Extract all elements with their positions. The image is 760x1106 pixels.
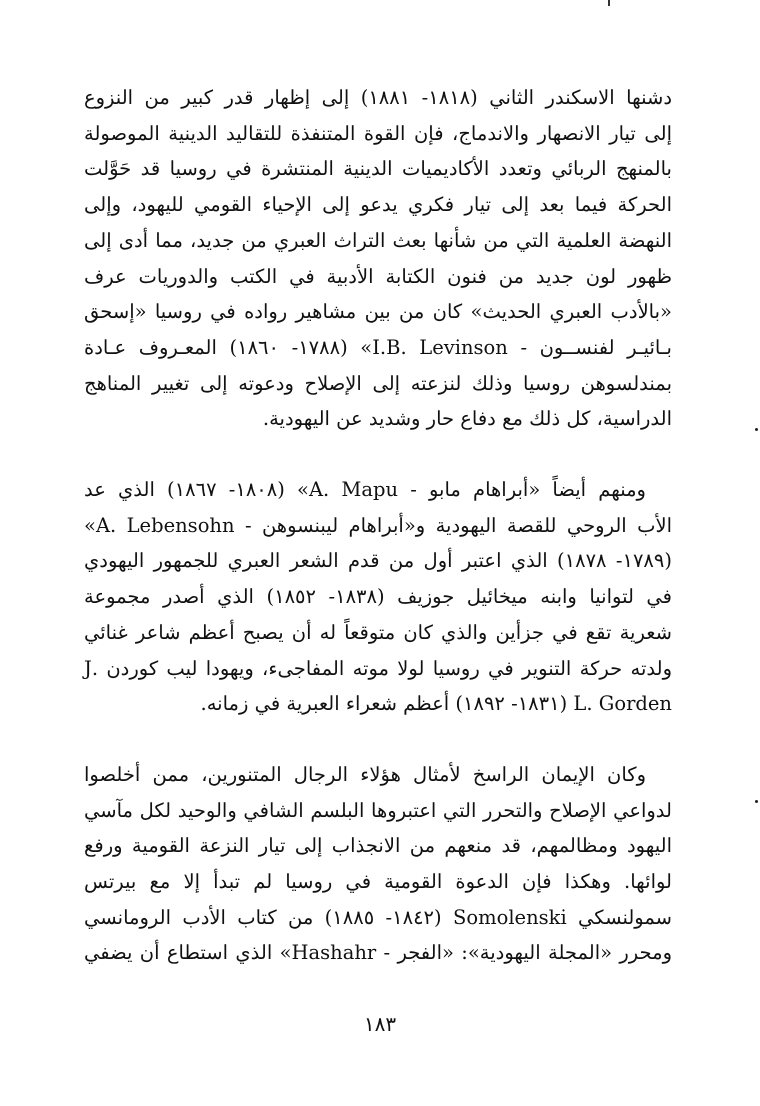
page-body — [84, 80, 672, 971]
text-line: لوائها. وهكذا فإن الدعوة القومية في روسيا لم تبدأ إلا مع بيرتس — [84, 870, 672, 894]
text-line: إلى تيار الانصهار والاندماج، فإن القوة المتنفذة للتقاليد الدينية الموصولة — [84, 121, 672, 145]
text-line: في لتوانيا وابنه ميخائيل جوزيف (١٨٣٨- ١٨٥٢) الذي أصدر مجموعة — [84, 585, 672, 609]
text-line: النهضة العلمية التي من شأنها بعث التراث العبري من جديد، مما أدى إلى — [84, 228, 672, 252]
text-line: بمندلسوهن روسيا وذلك لنزعته إلى الإصلاح ودعوته إلى تغيير المناهج — [84, 371, 672, 395]
text-line: دشنها الاسكندر الثاني (١٨١٨- ١٨٨١) إلى إظهار قدر كبير من النزوع — [84, 86, 673, 109]
text-line: لدواعي الإصلاح والتحرر التي اعتبروها البلسم الشافي والوحيد لكل مآسي — [84, 798, 672, 822]
scan-mark — [608, 0, 610, 6]
text-line: شعرية تقع في جزأين والذي كان متوقعاً له أن يصبح أعظم شاعر غنائي — [84, 620, 672, 644]
text-line: (١٧٨٩- ١٨٧٨) الذي اعتبر أول من قدم الشعر العبري للجمهور اليهودي — [84, 549, 672, 573]
text-line: سمولنسكي Somolenski (١٨٤٢- ١٨٨٥) من كتاب الأدب الرومانسي — [84, 905, 672, 929]
paragraph-1 — [84, 80, 672, 437]
text-line: ظهور لون جديد من فنون الكتابة الأدبية في الكتب والدوريات عرف — [84, 264, 672, 288]
text-line: الأب الروحي للقصة اليهودية و«أبراهام ليبنسوهن - A. Lebensohn» — [84, 513, 673, 537]
text-line: بـائيـر لفنســون - I.B. Levinson» (١٧٨٨- ١٨٦٠) المعـروف عـادة — [84, 335, 672, 359]
paragraph-2 — [84, 472, 672, 722]
text-line: «بالأدب العبري الحديث» كان من بين مشاهير رواده في روسيا «إسحق — [84, 300, 672, 324]
text-line: L. Gorden (١٨٣١- ١٨٩٢) أعظم شعراء العبرية في زمانه. — [200, 692, 672, 716]
text-line: وكان الإيمان الراسخ لأمثال هؤلاء الرجال المتنورين، ممن أخلصوا — [84, 762, 646, 786]
text-line: ومنهم أيضاً «أبراهام مابو - A. Mapu» (١٨٠٨- ١٨٦٧) الذي عد — [84, 478, 646, 502]
text-line: ولدته حركة التنوير في روسيا لولا موته المفاجىء، ويهودا ليب كوردن .J — [84, 656, 672, 680]
text-line: الدراسية، كل ذلك مع دفاع حار وشديد عن اليهودية. — [262, 407, 672, 431]
text-line: بالمنهج الربائي وتعدد الأكاديميات الدينية المنتشرة في روسيا قد حَوَّلت — [84, 157, 672, 181]
text-line: ومحرر «المجلة اليهودية»: «الفجر - Hashahr» الذي استطاع أن يضفي — [84, 941, 672, 965]
page-number: ١٨٣ — [363, 1012, 397, 1036]
margin-dot — [755, 428, 758, 431]
paragraph-3 — [84, 757, 672, 971]
text-line: اليهود ومظالمهم، قد منعهم من الانجذاب إلى تيار النزعة القومية ورفع — [84, 834, 672, 858]
text-line: الحركة فيما بعد إلى تيار فكري يدعو إلى الإحياء القومي لليهود، وإلى — [84, 193, 672, 217]
margin-dot — [755, 800, 758, 803]
